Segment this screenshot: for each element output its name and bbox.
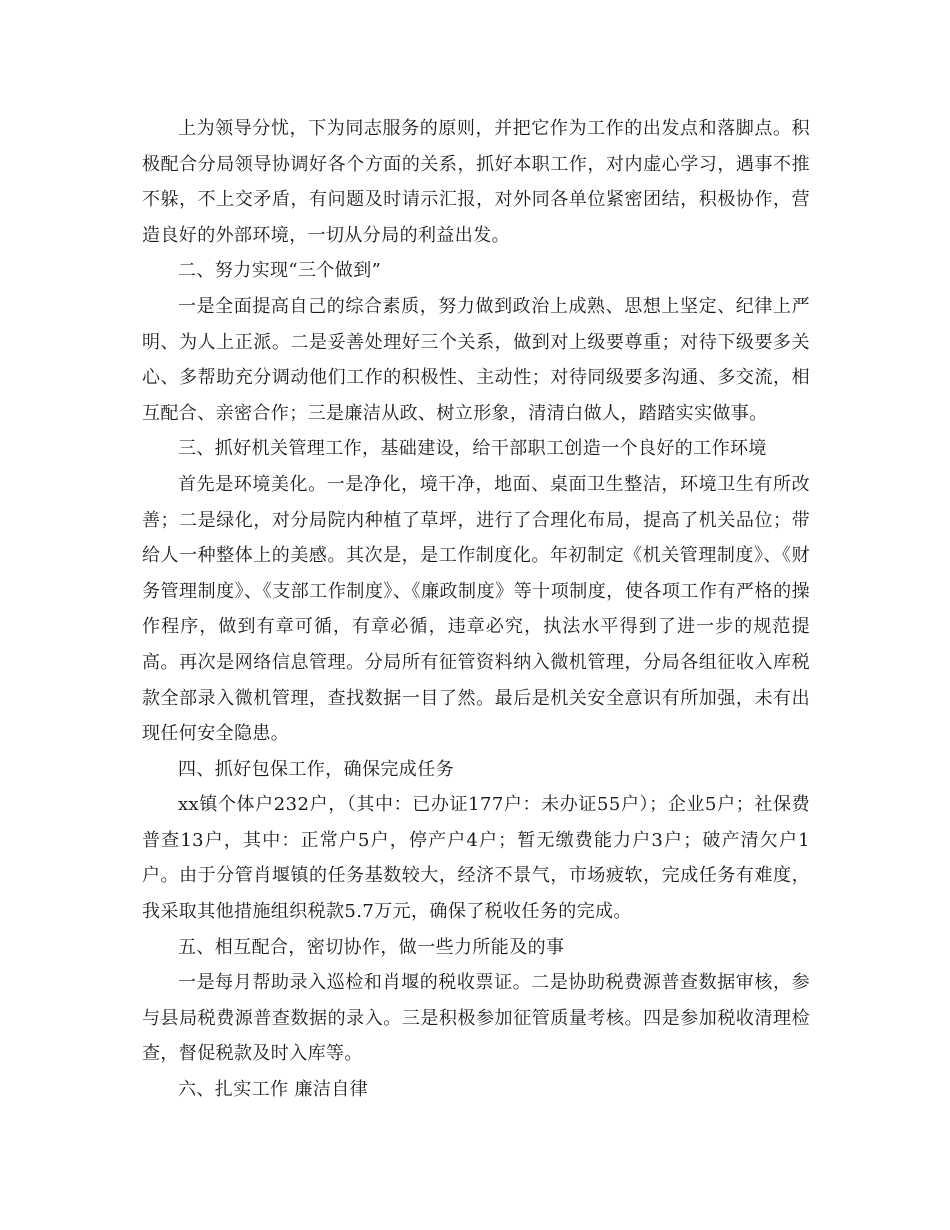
paragraph-section-2: 一是全面提高自己的综合素质，努力做到政治上成熟、思想上坚定、纪律上严明、为人上正派。二是妥善处理好三个关系，做到对上级要尊重；对待下级要多关心、多帮助充分调动他们工作的积极性、主动性；对待同级要多沟通、多交流，相互配合、亲密合作；三是廉洁从政、树立形象，清清白做人，踏踏实实做事。 bbox=[142, 295, 810, 424]
paragraph-section-5: 一是每月帮助录入巡检和肖堰的税收票证。二是协助税费源普查数据审核，参与县局税费源普查数据的录入。三是积极参加征管质量考核。四是参加税收清理检查，督促税款及时入库等。 bbox=[142, 972, 810, 1065]
paragraph-section-4: xx镇个体户232户，（其中：已办证177户：未办证55户）；企业5户；社保费普查13户，其中：正常户5户，停产户4户；暂无缴费能力户3户；破产清欠户1户。由于分管肖堰镇的任务基数较大，经济不景气，市场疲软，完成任务有难度，我采取其他措施组织税款5.7万元，确保了税收任务的完成。 bbox=[142, 794, 810, 923]
section-heading-4: 四、抓好包保工作，确保完成任务 bbox=[178, 758, 454, 780]
section-heading-6: 六、扎实工作 廉洁自律 bbox=[178, 1079, 369, 1101]
paragraph-intro: 上为领导分忧，下为同志服务的原则，并把它作为工作的出发点和落脚点。积极配合分局领导协调好各个方面的关系，抓好本职工作，对内虚心学习，遇事不推不躲，不上交矛盾，有问题及时请示汇报，对外同各单位紧密团结，积极协作，营造良好的外部环境，一切从分局的利益出发。 bbox=[142, 118, 810, 246]
section-heading-2: 二、努力实现“三个做到” bbox=[178, 260, 382, 282]
document-page bbox=[142, 111, 810, 1108]
section-heading-5: 五、相互配合，密切协作，做一些力所能及的事 bbox=[178, 936, 565, 958]
section-heading-3: 三、抓好机关管理工作，基础建设，给干部职工创造一个良好的工作环境 bbox=[178, 438, 767, 460]
paragraph-section-3: 首先是环境美化。一是净化，境干净，地面、桌面卫生整洁，环境卫生有所改善；二是绿化，对分局院内种植了草坪，进行了合理化布局，提高了机关品位；带给人一种整体上的美感。其次是，是工作制度化。年初制定《机关管理制度》、《财务管理制度》、《支部工作制度》、《廉政制度》等十项制度，使各项工作有严格的操作程序，做到有章可循，有章必循，违章必究，执法水平得到了进一步的规范提高。再次是网络信息管理。分局所有征管资料纳入微机管理，分局各组征收入库税款全部录入微机管理，查找数据一目了然。最后是机关安全意识有所加强，未有出现任何安全隐患。 bbox=[142, 473, 810, 745]
